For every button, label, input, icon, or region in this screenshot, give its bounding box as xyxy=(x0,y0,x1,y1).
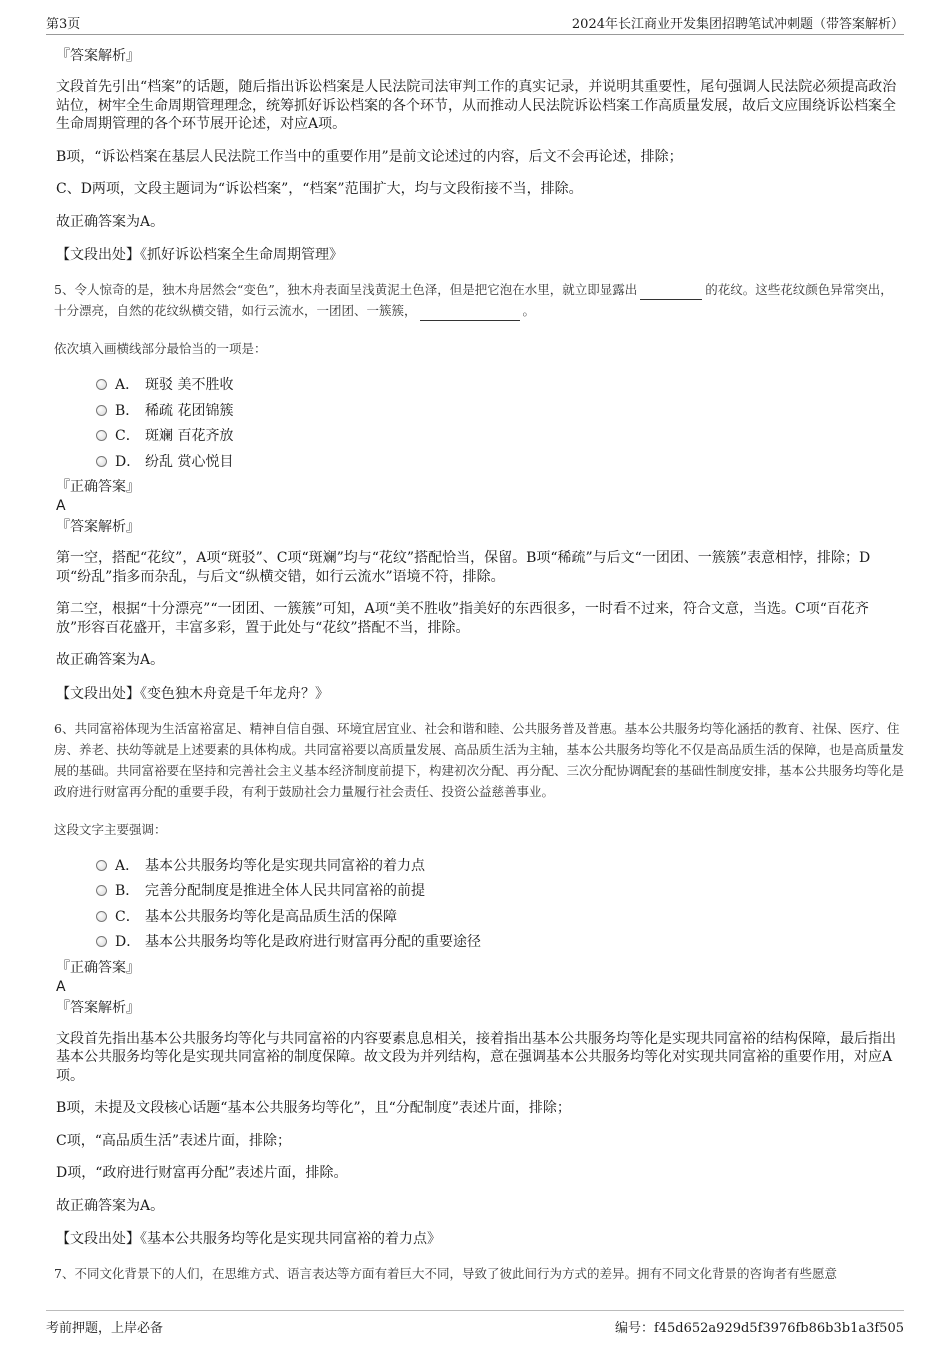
q4-analysis-para-3: C、D两项，文段主题词为“诉讼档案”，“档案”范围扩大，均与文段衔接不当，排除。 xyxy=(56,181,583,197)
q6-analysis-para-4: D项，“政府进行财富再分配”表述片面，排除。 xyxy=(56,1165,348,1181)
q5-analysis-head: 『答案解析』 xyxy=(56,519,140,535)
q4-answer-line: 故正确答案为A。 xyxy=(56,213,165,230)
q4-analysis-para-1: 文段首先引出“档案”的话题，随后指出诉讼档案是人民法院司法审判工作的真实记录，并说明其重要性，尾句强调人民法院必须提高政治站位，树牢全生命周期管理理念，统筹抓好诉讼档案的各个环节，从而推动人民法院诉讼档案工作高质量发展，故后文应围绕诉讼档案全生命周期管理的各个环节展开论述，对应A项。 xyxy=(56,79,897,132)
radio-icon[interactable] xyxy=(96,379,107,390)
q5-option-b[interactable]: B． 稀疏 花团锦簇 xyxy=(96,399,904,425)
q5-blank-1 xyxy=(640,285,702,300)
q5-options xyxy=(96,373,904,475)
q6-answer-line: 故正确答案为A。 xyxy=(56,1197,165,1214)
q6-correct-answer: A xyxy=(56,978,66,995)
q5-text-end: 。 xyxy=(522,303,536,318)
radio-icon[interactable] xyxy=(96,860,107,871)
q5-text-middle: 的花纹。这些花纹颜色异常突出，十分漂亮，自然的花纹纵横交错，如行云流水，一团团、一簇簇， xyxy=(54,282,893,318)
q6-option-d[interactable]: D． 基本公共服务均等化是政府进行财富再分配的重要途径 xyxy=(96,930,904,956)
q6-option-c[interactable]: C． 基本公共服务均等化是高品质生活的保障 xyxy=(96,905,904,931)
q5-analysis-para-1: 第一空，搭配“花纹”，A项“斑驳”、C项“斑斓”均与“花纹”搭配恰当，保留。B项“稀疏”与后文“一团团、一簇簇”表意相悖，排除；D项“纷乱”指多而杂乱，与后文“纵横交错，如行云流水”语境不符，排除。 xyxy=(56,550,871,585)
q7-question: 7、不同文化背景下的人们，在思维方式、语言表达等方面有着巨大不同，导致了彼此间行为方式的差异。拥有不同文化背景的咨询者有些愿意 xyxy=(54,1266,837,1281)
radio-icon[interactable] xyxy=(96,405,107,416)
q6-analysis-head: 『答案解析』 xyxy=(56,999,140,1016)
radio-icon[interactable] xyxy=(96,430,107,441)
q5-source: 【文段出处】《变色独木舟竟是千年龙舟？》 xyxy=(56,685,329,702)
page-footer xyxy=(46,1310,904,1335)
q6-analysis-para-3: C项，“高品质生活”表述片面，排除； xyxy=(56,1132,292,1149)
q6-question: 6、共同富裕体现为生活富裕富足、精神自信自强、环境宜居宜业、社会和谐和睦、公共服务普及普惠。基本公共服务均等化涵括的教育、社保、医疗、住房、养老、扶幼等就是上述要素的具体构成。共同富裕要以高质量发展、高品质生活为主轴，基本公共服务均等化不仅是高品质生活的保障，也是高质量发展的基础。共同富裕要在坚持和完善社会主义基本经济制度前提下，构建初次分配、再分配、三次分配协调配套的基础性制度安排，基本公共服务均等化是政府进行财富再分配的重要手段，有利于鼓励社会力量履行社会责任、投资公益慈善事业。 xyxy=(54,720,905,799)
q4-analysis-head: 『答案解析』 xyxy=(56,48,140,64)
q5-prompt: 依次填入画横线部分最恰当的一项是： xyxy=(54,341,267,356)
q6-option-a[interactable]: A． 基本公共服务均等化是实现共同富裕的着力点 xyxy=(96,854,904,880)
q6-prompt: 这段文字主要强调： xyxy=(54,821,167,837)
q6-analysis-para-1: 文段首先指出基本公共服务均等化与共同富裕的内容要素息息相关，接着指出基本公共服务均等化是实现共同富裕的结构保障，最后指出基本公共服务均等化是实现共同富裕的制度保障。故文段为并列结构，意在强调基本公共服务均等化对实现共同富裕的重要作用，对应A项。 xyxy=(56,1030,896,1084)
q5-option-d[interactable]: D． 纷乱 赏心悦目 xyxy=(96,450,904,476)
page-number: 第3页 xyxy=(46,17,81,32)
q5-analysis-para-2: 第二空，根据“十分漂亮”“一团团、一簇簇”可知，A项“美不胜收”指美好的东西很多，一时看不过来，符合文意，当选。C项“百花齐放”形容百花盛开，丰富多彩，置于此处与“花纹”搭配不当，排除。 xyxy=(56,601,869,636)
q5-option-c[interactable]: C． 斑斓 百花齐放 xyxy=(96,424,904,450)
document-title: 2024年长江商业开发集团招聘笔试冲刺题（带答案解析） xyxy=(571,17,904,32)
footer-slogan: 考前押题，上岸必备 xyxy=(46,1321,164,1336)
radio-icon[interactable] xyxy=(96,885,107,896)
q6-option-b[interactable]: B． 完善分配制度是推进全体人民共同富裕的前提 xyxy=(96,879,904,905)
radio-icon[interactable] xyxy=(96,936,107,947)
q5-option-a[interactable]: A． 斑驳 美不胜收 xyxy=(96,373,904,399)
radio-icon[interactable] xyxy=(96,456,107,467)
q6-analysis-para-2: B项，未提及文段核心话题“基本公共服务均等化”，且“分配制度”表述片面，排除； xyxy=(56,1100,571,1116)
q5-text-before: 5、令人惊奇的是，独木舟居然会“变色”，独木舟表面呈浅黄泥土色泽，但是把它泡在水里，就立即显露出 xyxy=(54,282,638,297)
page-header xyxy=(46,10,904,35)
q4-analysis-para-2: B项，“诉讼档案在基层人民法院工作当中的重要作用”是前文论述过的内容，后文不会再论述，排除； xyxy=(56,148,683,165)
q6-source: 【文段出处】《基本公共服务均等化是实现共同富裕的着力点》 xyxy=(56,1231,441,1247)
q6-options xyxy=(96,854,904,956)
q6-correct-head: 『正确答案』 xyxy=(56,959,140,976)
q5-answer-line: 故正确答案为A。 xyxy=(56,652,165,668)
q5-question xyxy=(54,279,904,321)
document-body xyxy=(46,44,904,1284)
document-id: 编号：f45d652a929d5f3976fb86b3b1a3f505 xyxy=(614,1321,904,1336)
q4-source: 【文段出处】《抓好诉讼档案全生命周期管理》 xyxy=(56,247,343,263)
q5-correct-head: 『正确答案』 xyxy=(56,479,140,495)
q5-correct-answer: A xyxy=(56,498,66,514)
radio-icon[interactable] xyxy=(96,911,107,922)
q5-blank-2 xyxy=(420,306,520,321)
